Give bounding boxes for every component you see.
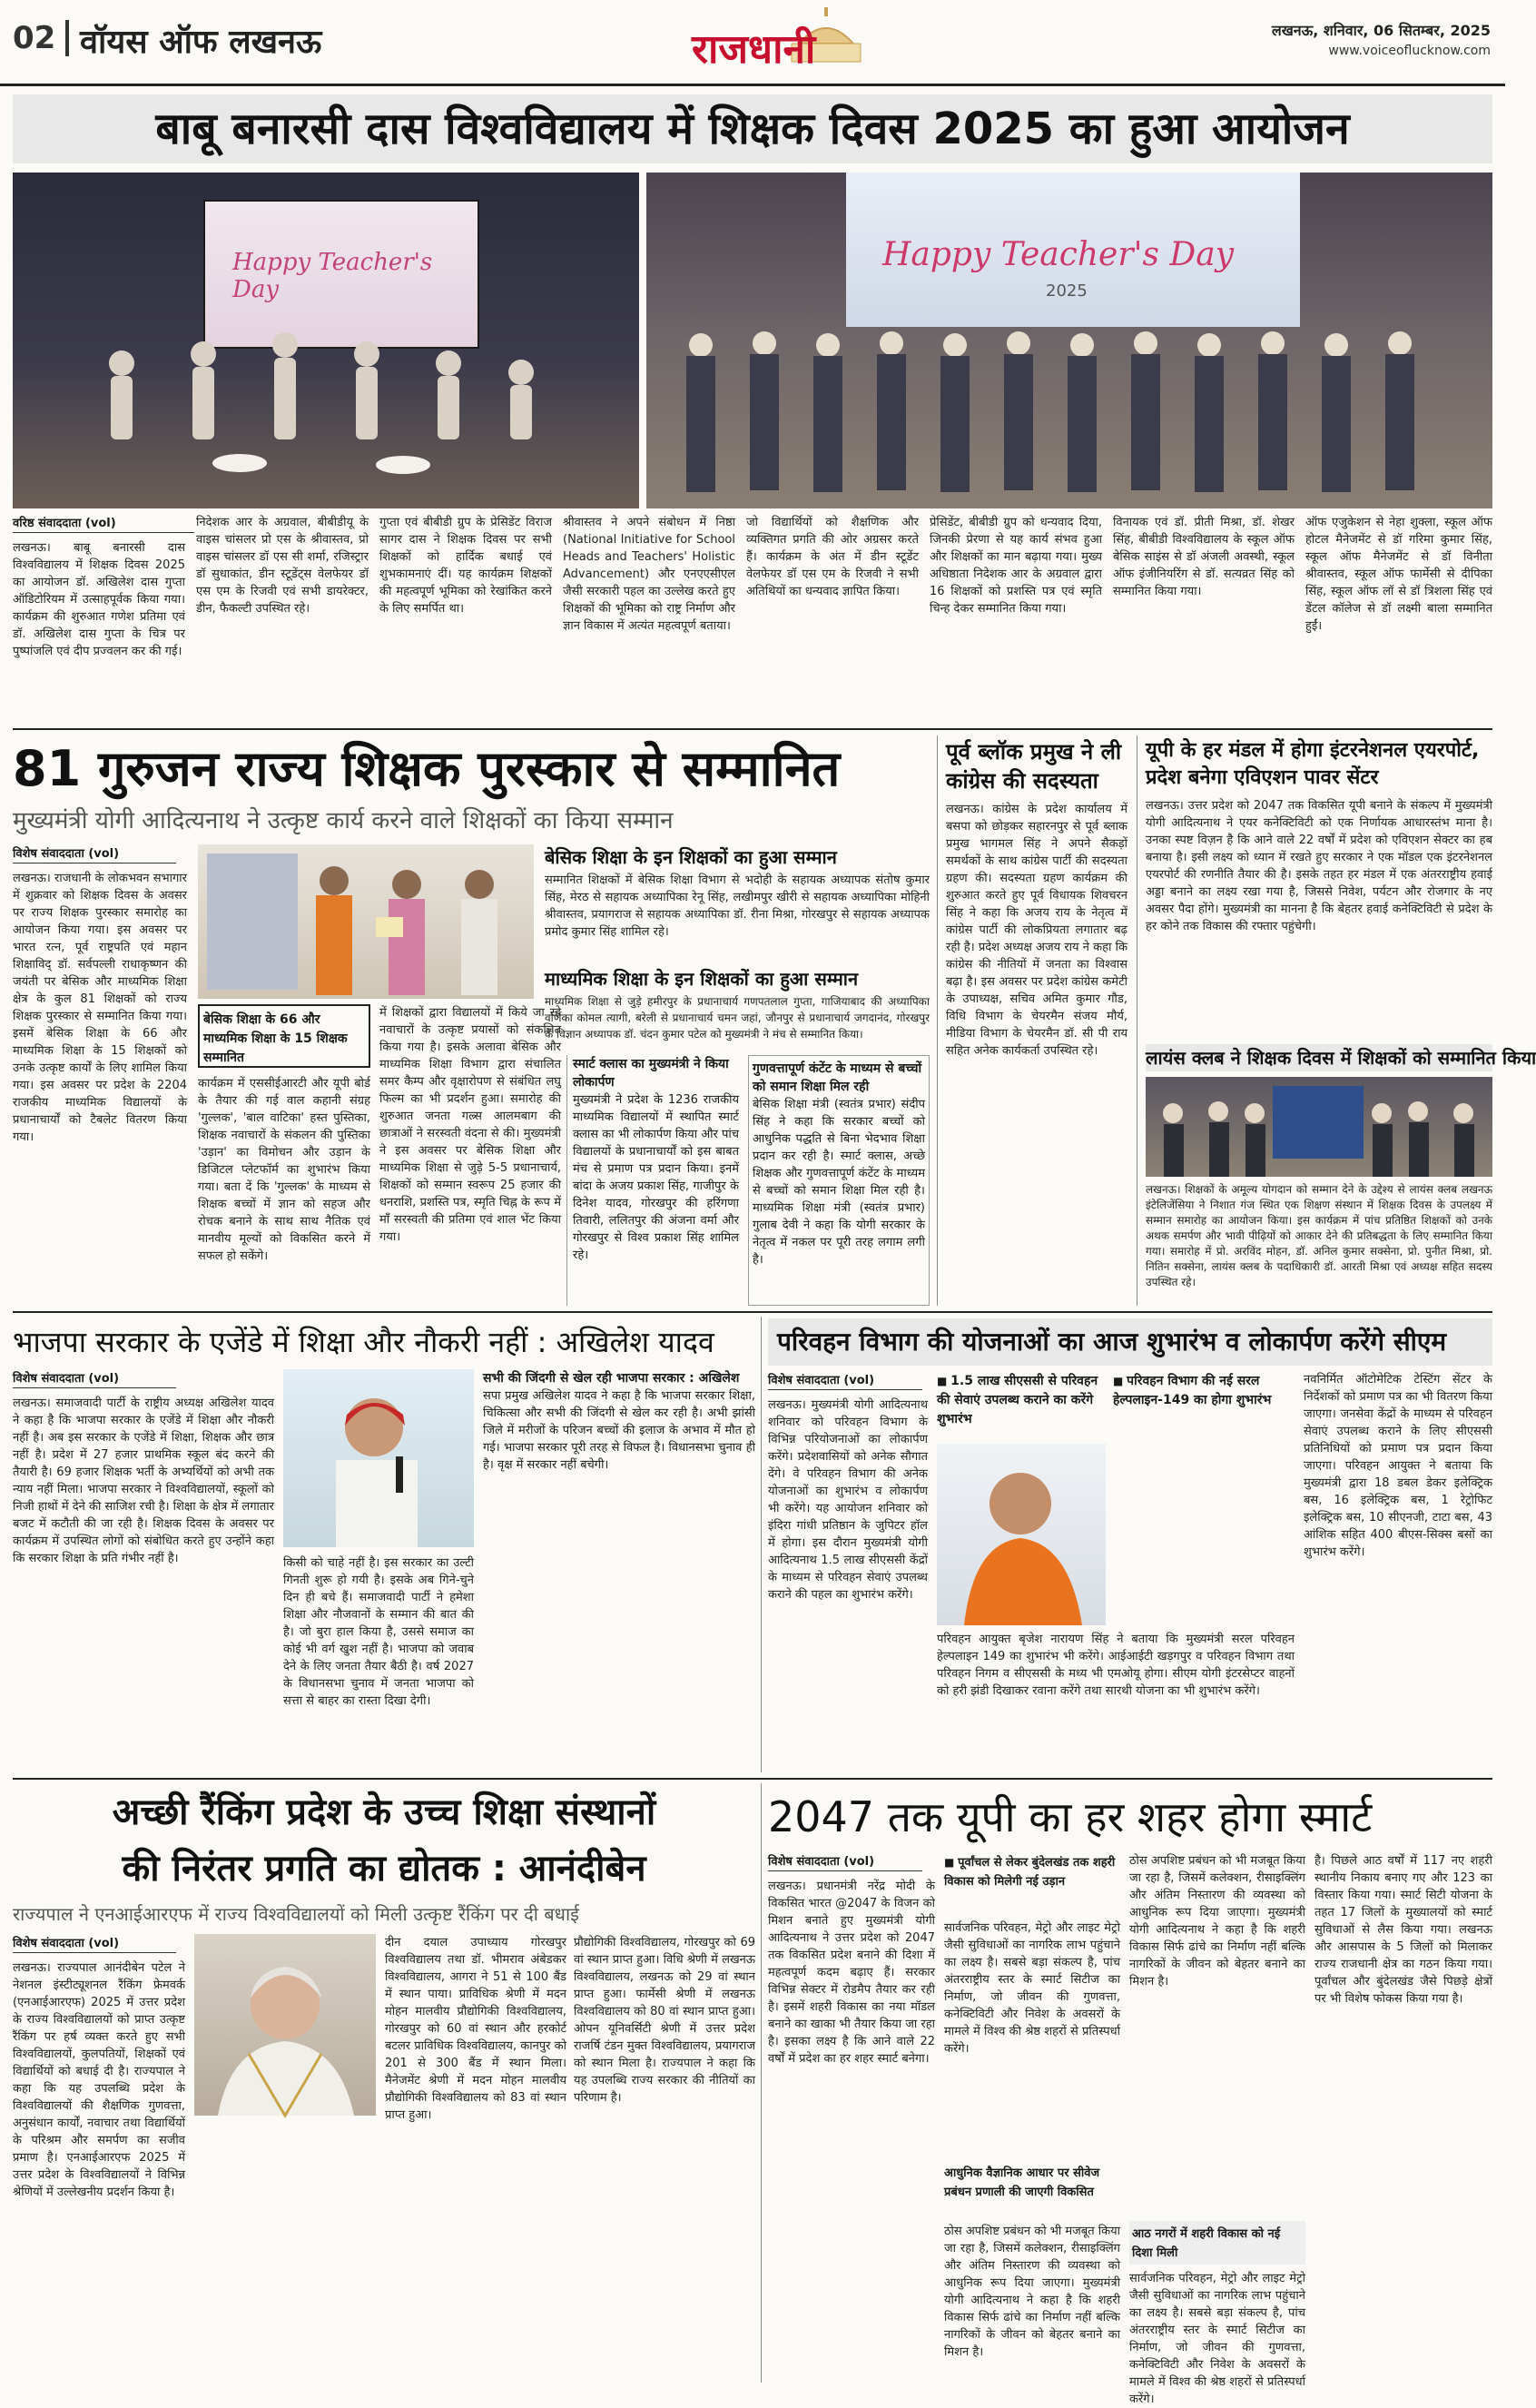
smartcity-inset1 — [944, 1852, 1120, 1916]
banner-text-right: Happy Teacher's Day — [882, 236, 1235, 273]
akhilesh-col3-block — [483, 1369, 755, 1772]
top-col-4: श्रीवास्तव ने अपने संबोधन में निष्ठा (National Initiative for School Heads and Teachers' Holistic Advancement) और एनएएसीएल जैसी सरकारी पहल का उल्लेख करते हुए शिक्षकों की भूमिका को राष्ट्र निर्माण और ज्ञान विकास में अत्यंत महत्वपूर्ण बताया। — [563, 516, 735, 633]
akhilesh-col2: किसी को चाहे नहीं है। इस सरकार का उल्टी गिनती शुरू हो गयी है। इसके अब गिने-चुने दिन ही बचे हैं। समाजवादी पार्टी ने हमेशा शिक्षा और नौजवानों के सम्मान की बात की है। जो बुरा हाल किया है, उससे समाज का कोई भी वर्ग खुश नहीं है। भाजपा को जवाब देने के लिए जनता तैयार बैठी है। वर्ष 2027 के विधानसभा चुनाव में जनता भाजपा को सत्ता से बाहर का रास्ता दिखा देगी। — [283, 1556, 474, 1708]
smartcity-inset3 — [1129, 2221, 1305, 2265]
transport-box1 — [937, 1371, 1106, 1436]
story81-col2: कार्यक्रम में एससीईआरटी और यूपी बोर्ड के तैयार की गई वाल कहानी संग्रह 'गुल्लक', 'बाल वाटिका' हस्त पुस्तिका, शिक्षक नवाचारों के संकलन की पुस्तिका 'उड़ान' का विमोचन और उड़ान के डिजिटल प्लेटफॉर्म का शुभारंभ किया गया। बता दें कि 'गुल्लक' के माध्यम से शिक्षक बच्चों में ज्ञान को सहज और रोचक बनाने के साथ साथ नैतिक एवं मानवीय मूल्यों को विकसित करने में सफल हो सकेंगे। — [198, 1077, 370, 1263]
performers-illustration — [13, 309, 639, 508]
akhilesh-col3-text: सपा प्रमुख अखिलेश यादव ने कहा है कि भाजपा सरकार शिक्षा, चिकित्सा और सभी की जिंदगी से खेल कर रही है। अभी झांसी जिले में मरीजों के परिजन बच्चों की इलाज के अभाव में मौत हो गई। भाजपा सरकार पूरी तरह से विफल है। विधानसभा चुनाव ही है। वृक्ष में सरकार नहीं बचेगी। — [483, 1389, 755, 1472]
transport-col2: परिवहन आयुक्त बृजेश नारायण सिंह ने बताया कि मुख्यमंत्री सरल परिवहन हेल्पलाइन 149 का शुभारंभ भी करेंगे। आईआईटी खड़गपुर व परिवहन विभाग तथा परिवहन निगम व सीएससी के मध्य भी एमओयू होगा। सीएम योगी इंटरसेप्टर वाहनों को हरी झंडी दिखाकर रवाना करेंगे तथा सारथी योजना का भी शुभारंभ करेंगे। — [937, 1633, 1295, 1698]
photo-stage-performance — [13, 173, 639, 508]
ranking-col3: प्रौद्योगिकी विश्वविद्यालय, गोरखपुर को 69 वां स्थान प्राप्त हुआ। विधि श्रेणी में लखनऊ विश्वविद्यालय, लखनऊ को 29 वां स्थान प्राप्त हुआ। फार्मेसी श्रेणी में लखनऊ विश्वविद्यालय को 80 वां स्थान प्राप्त हुआ। ओपन यूनिवर्सिटी श्रेणी में उत्तर प्रदेश राजर्षि टंडन मुक्त विश्वविद्यालय, प्रयागराज को स्थान मिला है। राज्यपाल ने कहा कि यह उपलब्धि राज्य सरकार की नीतियों का परिणाम है। — [574, 1936, 755, 2105]
akhilesh-col1: लखनऊ। समाजवादी पार्टी के राष्ट्रीय अध्यक्ष अखिलेश यादव ने कहा है कि भाजपा सरकार के एजेंडे में शिक्षा और नौकरी नहीं है। अब इस सरकार के एजेंडे में शिक्षा, शिक्षक और छात्र नहीं है। प्रदेश में 27 हजार प्राथमिक स्कूल बंद करने की तैयारी है। 69 हजार शिक्षक भर्ती के अभ्यर्थियों को अभी तक न्याय नहीं मिला। भाजपा सरकार ने विश्वविद्यालयों, स्कूलों को निजी हाथों में देने की साजिश रची है। शिक्षा के क्षेत्र में लगातार बजट में कटौती की जा रही है। शिक्षक दिवस के अवसर पर कार्यक्रम में उपस्थित लोगों को संबोधित करते हुए उन्होंने कहा कि सरकार शिक्षा के प्रति गंभीर नहीं है। — [13, 1396, 274, 1565]
divider — [13, 1778, 1492, 1780]
bullet-icon: ■ — [1113, 1375, 1127, 1387]
lions-headline: लायंस क्लब ने शिक्षक दिवस में शिक्षकों को सम्मानित किया — [1146, 1044, 1492, 1071]
smartcity-col1: लखनऊ। प्रधानमंत्री नरेंद्र मोदी के विकसित भारत @2047 के विजन को मिशन बनाते हुए मुख्यमंत्री योगी आदित्यनाथ ने उत्तर प्रदेश को 2047 तक विकसित प्रदेश बनाने की दिशा में महत्वपूर्ण कदम बढ़ाए हैं। सरकार विभिन्न सेक्टर में रोडमैप तैयार कर रही है। इसमें शहरी विकास का नया मॉडल बनाने का खाका भी तैयार किया जा रहा है। इसका लक्ष्य है कि आने वाले 22 वर्षों में प्रदेश का हर शहर स्मार्ट बनेगा। — [768, 1880, 935, 2066]
bullet-icon: ■ — [937, 1375, 951, 1387]
vertical-divider — [937, 735, 938, 1306]
top-col-1: लखनऊ। बाबू बनारसी दास विश्वविद्यालय में शिक्षक दिवस 2025 का आयोजन डॉ. अखिलेश दास गुप्ता ऑडिटोरियम में उत्साहपूर्वक किया गया। कार्यक्रम की शुरुआत गणेश प्रतिमा एवं डॉ. अखिलेश दास गुप्ता के चित्र पर पुष्पांजलि एवं दीप प्रज्वलन कर की गई। — [13, 541, 185, 658]
smartcity-inset2-text: आधुनिक वैज्ञानिक आधार पर सीवेज प्रबंधन प्रणाली की जाएगी विकसित — [944, 2166, 1100, 2199]
bullet-icon: ■ — [944, 1856, 959, 1869]
yogi-illustration — [937, 1444, 1106, 1625]
quality-content-heading: गुणवत्तापूर्ण कंटेंट के माध्यम से बच्चों को समान शिक्षा मिल रही — [753, 1061, 922, 1094]
photo-yogi — [937, 1444, 1106, 1625]
congress-headline: पूर्व ब्लॉक प्रमुख ने ली कांग्रेस की सदस्यता — [946, 739, 1122, 794]
transport-col1: लखनऊ। मुख्यमंत्री योगी आदित्यनाथ शनिवार को परिवहन विभाग के विभिन्न परियोजनाओं का लोकार्पण करेंगे। प्रदेशवासियों को अनेक सौगात देंगे। वे परिवहन विभाग की अनेक योजनाओं का शुभारंभ व लोकार्पण भी करेंगे। यह आयोजन शनिवार को इंदिरा गांधी प्रतिष्ठान के जुपिटर हॉल में होगा। इस दौरान मुख्यमंत्री योगी आदित्यनाथ 1.5 लाख सीएससी केंद्रों के माध्यम से परिवहन सेवाएं उपलब्ध कराने की पहल का शुभारंभ करेंगे। — [768, 1398, 928, 1602]
photo-award-ceremony — [646, 173, 1492, 508]
smartcity-col2b: ठोस अपशिष्ट प्रबंधन को भी मजबूत किया जा रहा है, जिसमें कलेक्शन, रीसाइक्लिंग और अंतिम निस्तारण की व्यवस्था को आधुनिक रूप दिया जाएगा। मुख्यमंत्री योगी आदित्यनाथ ने कहा है कि शहरी विकास सिर्फ ढांचे का निर्माण नहीं बल्कि नागरिकों के जीवन को बेहतर बनाने का मिशन है। — [944, 2225, 1121, 2359]
akhilesh-illustration — [283, 1369, 474, 1547]
top-col-2: निदेशक आर के अग्रवाल, बीबीडीयू के वाइस चांसलर प्रो एस के श्रीवास्तव, प्रो वाइस चांसलर डॉ एस सी शर्मा, रजिस्ट्रार डॉ सुधाकांत, डीन स्टूडेंट्स वेलफेयर डॉ एस एम के रिजवी एवं सभी डायरेक्टर, डीन, फैकल्टी उपस्थित रहे। — [196, 516, 369, 616]
ranking-headline-line2: की निरंतर प्रगति का द्योतक : आनंदीबेन — [122, 1848, 646, 1890]
transport-box1-text: 1.5 लाख सीएससी से परिवहन की सेवाएं उपलब्ध कराने का करेंगे शुभारंभ — [937, 1374, 1098, 1426]
smart-class-text: मुख्यमंत्री ने प्रदेश के 1236 राजकीय माध्यमिक विद्यालयों में स्थापित स्मार्ट क्लास का भी लोकार्पण किया और पांच विद्यालयों के प्रधानाचार्यों को इस बाबत मंच से प्रमाण पत्र प्रदान किया। इनमें बांदा के अजय प्रकाश सिंह, गाजीपुर के दिनेश यादव, गोरखपुर की हरिंगणा तिवारी, ललितपुर की अंजना वर्मा और गोरखपुर से विश्व प्रकाश सिंह शामिल रहे। — [573, 1093, 739, 1262]
smartcity-col3: ठोस अपशिष्ट प्रबंधन को भी मजबूत किया जा रहा है, जिसमें कलेक्शन, रीसाइक्लिंग और अंतिम निस्तारण की व्यवस्था को आधुनिक रूप दिया जाएगा। मुख्यमंत्री योगी आदित्यनाथ ने कहा है कि शहरी विकास सिर्फ ढांचे का निर्माण नहीं बल्कि नागरिकों के जीवन को बेहतर बनाने का मिशन है। — [1129, 1854, 1306, 1989]
smartcity-headline: 2047 तक यूपी का हर शहर होगा स्मार्ट — [768, 1792, 1373, 1841]
story81-infobox — [198, 1004, 370, 1068]
akhilesh-col3-heading: सभी की जिंदगी से खेल रही भाजपा सरकार : अखिलेश — [483, 1371, 740, 1386]
lions-club-illustration — [1146, 1077, 1492, 1177]
transport-byline: विशेष संवाददाता (vol) — [768, 1371, 922, 1390]
transport-col3: नवनिर्मित ऑटोमेटिक टेस्टिंग सेंटर के निर्देशकों को प्रमाण पत्र का भी वितरण किया जाएगा। जनसेवा केंद्रों के माध्यम से परिवहन सेवाएं उपलब्ध कराने के लिए सीएससी प्रतिनिधियों को प्रमाण पत्र प्रदान किया जाएगा। परिवहन आयुक्त ने बताया कि मुख्यमंत्री द्वारा 18 डबल डेकर इलेक्ट्रिक बस, 16 इलेक्ट्रिक बस, 1 रेट्रोफिट इलेक्ट्रिक बस, 10 सीएनजी, टाटा बस, 43 आंशिक सहित 400 बीएस-सिक्स बसों का शुभारंभ करेंगे। — [1304, 1373, 1492, 1559]
vertical-divider — [761, 1317, 762, 1772]
cm-award-illustration — [198, 844, 534, 999]
akhilesh-headline: भाजपा सरकार के एजेंडे में शिक्षा और नौकरी नहीं : अखिलेश यादव — [13, 1325, 714, 1359]
website[interactable]: www.voiceoflucknow.com — [1328, 44, 1491, 58]
smartcity-inset1-text: पूर्वांचल से लेकर बुंदेलखंड तक शहरी विकास को मिलेगी नई उड़ान — [944, 1856, 1116, 1889]
ranking-subhead: राज्यपाल ने एनआईआरएफ में राज्य विश्वविद्यालयों को मिली उत्कृष्ट रैंकिंग पर दी बधाई — [13, 1903, 579, 1925]
smart-class-heading: स्मार्ट क्लास का मुख्यमंत्री ने किया लोकार्पण — [573, 1057, 729, 1090]
ranking-col2: दीन दयाल उपाध्याय गोरखपुर विश्वविद्यालय तथा डॉ. भीमराव अंबेडकर विश्वविद्यालय, आगरा ने 51 से 100 बैंड में स्थान पाया। प्राविधिक श्रेणी में मदन मोहन मालवीय प्रौद्योगिकी विश्वविद्यालय, गोरखपुर को 60 वां स्थान और हरकोर्ट बटलर प्राविधिक विश्वविद्यालय, कानपुर को 201 से 300 बैंड में स्थान मिला। मैनेजमेंट श्रेणी में मदन मोहन मालवीय प्रौद्योगिकी विश्वविद्यालय को 83 वां स्थान प्राप्त हुआ। — [385, 1936, 566, 2122]
madhyamik-teachers-text: माध्यमिक शिक्षा से जुड़े हमीरपुर के प्रधानाचार्य गणपतलाल गुप्ता, गाजियाबाद की अध्यापिका वर्णिका कोमल त्यागी, बरेली से प्रधानाचार्य चमन जहां, जौनपुर से प्रधानाचार्य जगदानंद, गोरखपुर के विज्ञान अध्यापक डॉ. चंदन कुमार पटेल को मुख्यमंत्री ने मंच से सम्मानित किया। — [545, 995, 930, 1041]
smartcity-byline: विशेष संवाददाता (vol) — [768, 1852, 922, 1871]
photo-governor — [194, 1934, 376, 2116]
smart-class-block — [566, 1055, 739, 1306]
top-col-3: गुप्ता एवं बीबीडी ग्रुप के प्रेसिडेंट विराज सागर दास ने शिक्षक दिवस पर सभी शिक्षकों को हार्दिक बधाई एवं शुभकामनाएं दीं। यह कार्यक्रम शिक्षकों की महत्वपूर्ण भूमिका को रेखांकित करने के लिए समर्पित था। — [379, 516, 552, 616]
top-col-5: जो विद्यार्थियों को शैक्षणिक और व्यक्तिगत प्रगति की ओर अग्रसर करते हैं। कार्यक्रम के अंत में डीन स्टूडेंट वेलफेयर डॉ एस एम के रिजवी ने सभी अतिथियों का धन्यवाद ज्ञापित किया। — [746, 516, 919, 598]
airport-text: लखनऊ। उत्तर प्रदेश को 2047 तक विकसित यूपी बनाने के संकल्प में मुख्यमंत्री योगी आदित्यनाथ ने एयर कनेक्टिविटी को एक निर्णायक आधारस्तंभ माना है। उनका स्पष्ट विज़न है कि आने वाले 22 वर्षों में प्रदेश को एविएशन सेक्टर का हब बनाया है। इसी लक्ष्य को ध्यान में रखते हुए सरकार ने एक मॉडल एक इंटरनेशनल एयरपोर्ट की रणनीति तैयार की है। इसके तहत हर मंडल में एक अंतरराष्ट्रीय हवाई अड्डा बनाने का लक्ष्य रखा गया है, जिससे निवेश, पर्यटन और रोजगार के नए अवसर पैदा होंगे। मुख्यमंत्री का मानना है कि बेहतर हवाई कनेक्टिविटी से प्रदेश के हर कोने तक विकास की रफ्तार पहुंचेगी। — [1146, 799, 1492, 933]
transport-headline: परिवहन विभाग की योजनाओं का आज शुभारंभ व लोकार्पण करेंगे सीएम — [768, 1318, 1492, 1366]
smartcity-col2: सार्वजनिक परिवहन, मेट्रो और लाइट मेट्रो जैसी सुविधाओं का नागरिक लाभ पहुंचाने का लक्ष्य है। सबसे बड़ा संकल्प है, पांच अंतरराष्ट्रीय स्तर के स्मार्ट सिटीज का निर्माण, जो जीवन की गुणवत्ता, कनेक्टिविटी और निवेश के अवसरों के मामले में विश्व की श्रेष्ठ शहरों से प्रतिस्पर्धा करेंगे। — [944, 1921, 1120, 2056]
story81-infobox-text: बेसिक शिक्षा के 66 और माध्यमिक शिक्षा के 15 शिक्षक सम्मानित — [203, 1012, 348, 1065]
date-line: लखनऊ, शनिवार, 06 सितम्बर, 2025 — [1271, 22, 1491, 39]
basic-teachers-heading: बेसिक शिक्षा के इन शिक्षकों का हुआ सम्मान — [545, 846, 837, 868]
lions-text: लखनऊ। शिक्षकों के अमूल्य योगदान को सम्मान देने के उद्देश्य से लायंस क्लब लखनऊ इंटेलिजेंसिया ने निशात गंज स्थित एक शिक्षण संस्थान में शिक्षक दिवस के उपलक्ष्य में सम्मान समारोह का आयोजन किया। इस कार्यक्रम में पांच प्रतिष्ठित शिक्षकों को उनके अथक समर्पण और भावी पीढ़ियों को आकार देने की प्रतिबद्धता के लिए सम्मानित किया गया। समारोह में प्रो. अरविंद मोहन, डॉ. अनिल कुमार सक्सेना, प्रो. पुनीत मिश्रा, प्रो. नितिन सक्सेना, लायंस क्लब के पदाधिकारी डॉ. आरती मिश्रा एवं अध्यक्ष सहित सदस्य उपस्थित रहे। — [1146, 1183, 1492, 1288]
quality-content-block — [748, 1055, 930, 1306]
vertical-divider — [761, 1783, 762, 2383]
quality-content-text: बेसिक शिक्षा मंत्री (स्वतंत्र प्रभार) संदीप सिंह ने कहा कि सरकार बच्चों को आधुनिक पद्धति से बिना भेदभाव शिक्षा प्रदान कर रही है। स्मार्ट क्लास, अच्छे शिक्षक और गुणवत्तापूर्ण कंटेंट के माध्यम से बच्चों को समान शिक्षा मिल रही है। माध्यमिक शिक्षा मंत्री (स्वतंत्र प्रभार) गुलाब देवी ने कहा कि योगी सरकार के नेतृत्व में नकल पर पूरी तरह लगाम लगी है। — [753, 1098, 925, 1267]
logo-text: राजधानी — [692, 26, 816, 73]
story81-headline: 81 गुरुजन राज्य शिक्षक पुरस्कार से सम्मानित — [13, 740, 841, 797]
story81-col1: लखनऊ। राजधानी के लोकभवन सभागार में शुक्रवार को शिक्षक दिवस के अवसर पर राज्य शिक्षक पुरस्कार समारोह का आयोजन किया गया। इस अवसर पर भारत रत्न, पूर्व राष्ट्रपति एवं महान शिक्षाविद् डॉ. सर्वपल्ली राधाकृष्णन की जयंती पर बेसिक और माध्यमिक शिक्षा क्षेत्र के कुल 81 शिक्षकों को राज्य शिक्षक पुरस्कार से सम्मानित किया गया। इसमें बेसिक शिक्षा के 66 और माध्यमिक शिक्षा के 15 शिक्षकों को उनके उत्कृष्ट कार्यों के लिए शामिल किया गया। इस अवसर पर प्रदेश के 2204 राजकीय माध्यमिक विद्यालयों के प्रधानाचार्यों को टैबलेट वितरण किया गया। — [13, 872, 187, 1144]
airport-headline: यूपी के हर मंडल में होगा इंटरनेशनल एयरपोर्ट, प्रदेश बनेगा एविएशन पावर सेंटर — [1146, 739, 1480, 789]
story81-byline: विशेष संवाददाता (vol) — [13, 844, 176, 864]
page-number: 02 — [13, 20, 56, 56]
smartcity-inset2 — [944, 2163, 1120, 2217]
banner-year: 2025 — [1046, 281, 1088, 301]
madhyamik-teachers-heading: माध्यमिक शिक्षा के इन शिक्षकों का हुआ सम्मान — [545, 968, 859, 990]
logo — [690, 7, 890, 76]
masthead — [0, 0, 1505, 86]
photo-cm-award — [198, 844, 534, 999]
top-headline: बाबू बनारसी दास विश्वविद्यालय में शिक्षक दिवस 2025 का हुआ आयोजन — [13, 94, 1492, 163]
congress-text: लखनऊ। कांग्रेस के प्रदेश कार्यालय में बसपा को छोड़कर सहारनपुर से पूर्व ब्लाक प्रमुख भागमल सिंह ने अपने सैकड़ों समर्थकों के साथ कांग्रेस पार्टी की सदस्यता ग्रहण की। सदस्यता ग्रहण कार्यक्रम की शुरुआत करते हुए पूर्व विधायक शिवचरन सिंह ने कहा कि अजय राय के नेतृत्व में कांग्रेस पार्टी की लोकप्रियता लगातार बढ़ रही है। प्रदेश अध्यक्ष अजय राय ने कहा कि कांग्रेस की नीतियों में जनता का विश्वास बढ़ा है। इस अवसर पर प्रदेश कांग्रेस कमेटी के उपाध्यक्ष, सचिव अमित कुमार गौड, विधि विभाग के चेयरमैन संजय मौर्य, मीडिया विभाग के चेयरमैन डॉ. सी पी राय सहित अनेक कार्यकर्ता उपस्थित रहे। — [946, 803, 1127, 1058]
photo-akhilesh — [283, 1369, 474, 1547]
ranking-byline: विशेष संवाददाता (vol) — [13, 1934, 176, 1953]
top-byline: वरिष्ठ संवाददाता (vol) — [13, 514, 194, 533]
stage-backdrop — [846, 173, 1300, 327]
top-col-6: प्रेसिडेंट, बीबीडी ग्रुप को धन्यवाद दिया, जिनकी प्रेरणा से यह कार्य संभव हुआ और शिक्षकों का मान बढ़ाया गया। मुख्य अधिष्ठाता निदेशक आर के अग्रवाल द्वारा 16 शिक्षकों को प्रशस्ति पत्र एवं स्मृति चिन्ह देकर सम्मानित किया गया। — [930, 516, 1102, 616]
smartcity-col3b: सार्वजनिक परिवहन, मेट्रो और लाइट मेट्रो जैसी सुविधाओं का नागरिक लाभ पहुंचाने का लक्ष्य है। सबसे बड़ा संकल्प है, पांच अंतरराष्ट्रीय स्तर के स्मार्ट सिटीज का निर्माण, जो जीवन की गुणवत्ता, कनेक्टिविटी और निवेश के अवसरों के मामले में विश्व की श्रेष्ठ शहरों से प्रतिस्पर्धा करेंगे। — [1129, 2272, 1305, 2406]
story81-col3: में शिक्षकों द्वारा विद्यालयों में किये जा रहे नवाचारों के उत्कृष्ट प्रयासों को संकलित किया गया है। इसके अलावा बेसिक और माध्यमिक शिक्षा विभाग द्वारा संचालित समर कैम्प और वृक्षारोपण से संबंधित लघु फिल्म का भी प्रदर्शन हुआ। समारोह की शुरुआत जनता गल्र्स आलमबाग की छात्राओं ने सरस्वती वंदना से की। मुख्यमंत्री ने इस अवसर पर बेसिक शिक्षा और माध्यमिक शिक्षा से जुड़े 5-5 प्रधानाचार्य, शिक्षकों को सम्मान स्वरूप 25 हजार की धनराशि, प्रशस्ति पत्र, स्मृति चिह्न के रूप में माँ सरस्वती की प्रतिमा एवं शाल भेंट किया गया। — [379, 1006, 561, 1244]
ranking-headline-line1: अच्छी रैंकिंग प्रदेश के उच्च शिक्षा संस्थानों — [112, 1791, 656, 1833]
divider — [13, 1311, 1492, 1313]
basic-teachers-text: सम्मानित शिक्षकों में बेसिक शिक्षा विभाग से भदोही के सहायक अध्यापक संतोष कुमार सिंह, मेरठ से सहायक अध्यापिका रेनू सिंह, लखीमपुर खीरी से सहायक अध्यापिका मोहिनी श्रीवास्तव, प्रयागराज से सहायक अध्यापिका डॉ. रीना मिश्रा, गोरखपुर से सहायक अध्यापक प्रमोद कुमार सिंह शामिल रहे। — [545, 873, 930, 939]
transport-box2-text: परिवहन विभाग की नई सरल हेल्पलाइन-149 का होगा शुभारंभ — [1113, 1374, 1272, 1407]
divider — [13, 728, 1492, 730]
smartcity-inset3-text: आठ नगरों में शहरी विकास को नई दिशा मिली — [1132, 2227, 1281, 2260]
photo-lions-club — [1146, 1077, 1492, 1177]
top-col-7: विनायक एवं डॉ. प्रीती मिश्रा, डॉ. शेखर सिंह, बीबीडी विश्वविद्यालय के स्कूल ऑफ बेसिक साइंस से डॉ अंजली अवस्थी, स्कूल ऑफ इंजीनियरिंग से डॉ. सत्यव्रत सिंह को सम्मानित किया गया। — [1113, 516, 1295, 598]
story81-subhead: मुख्यमंत्री योगी आदित्यनाथ ने उत्कृष्ट कार्य करने वाले शिक्षकों का किया सम्मान — [13, 807, 674, 834]
ranking-col1: लखनऊ। राज्यपाल आनंदीबेन पटेल ने नेशनल इंस्टीट्यूशनल रैंकिंग फ्रेमवर्क (एनआईआरएफ) 2025 में उत्तर प्रदेश के राज्य विश्वविद्यालयों को प्राप्त उत्कृष्ट रैंकिंग पर हर्ष व्यक्त करते हुए सभी विश्वविद्यालयों, कुलपतियों, शिक्षकों एवं विद्यार्थियों को बधाई दी है। राज्यपाल ने कहा कि यह उपलब्धि प्रदेश के विश्वविद्यालयों की शैक्षणिक गुणवत्ता, अनुसंधान कार्यों, नवाचार तथा विद्यार्थियों के परिश्रम और समर्पण का सजीव प्रमाण है। एनआईआरएफ 2025 में उत्तर प्रदेश के विश्वविद्यालयों ने विभिन्न श्रेणियों में उल्लेखनीय प्रदर्शन किया है। — [13, 1961, 185, 2199]
akhilesh-byline: विशेष संवाददाता (vol) — [13, 1369, 176, 1388]
masthead-divider — [65, 20, 69, 56]
transport-box2 — [1113, 1371, 1295, 1436]
governor-illustration — [194, 1934, 376, 2116]
banner-text-left: Happy Teacher's Day — [232, 249, 433, 303]
smartcity-col4: है। पिछले आठ वर्षों में 117 नए शहरी स्थानीय निकाय बनाए गए और 123 का विस्तार किया गया। स्मार्ट सिटी योजना के तहत 17 जिलों के मुख्यालयों को स्मार्ट सुविधाओं से लैस किया गया। लखनऊ और आसपास के 5 जिलों को मिलाकर राज्य राजधानी क्षेत्र का गठन किया गया। पूर्वांचल और बुंदेलखंड जैसे पिछड़े क्षेत्रों पर भी विशेष फोकस किया गया है। — [1314, 1854, 1492, 2006]
section-title: वॉयस ऑफ लखनऊ — [80, 24, 322, 61]
honorees-illustration — [646, 309, 1492, 508]
top-col-8: ऑफ एजुकेशन से नेहा शुक्ला, स्कूल ऑफ होटल मैनेजमेंट से डॉ गरिमा कुमार सिंह, स्कूल ऑफ मैनेजमेंट से डॉ विनीता श्रीवास्तव, स्कूल ऑफ फार्मेसी से दीपिका सिंह, स्कूल ऑफ लॉ से डॉ त्रिशला सिंह एवं डेंटल कॉलेज से डॉ लक्ष्मी बाला सम्मानित हुईं। — [1305, 516, 1492, 633]
